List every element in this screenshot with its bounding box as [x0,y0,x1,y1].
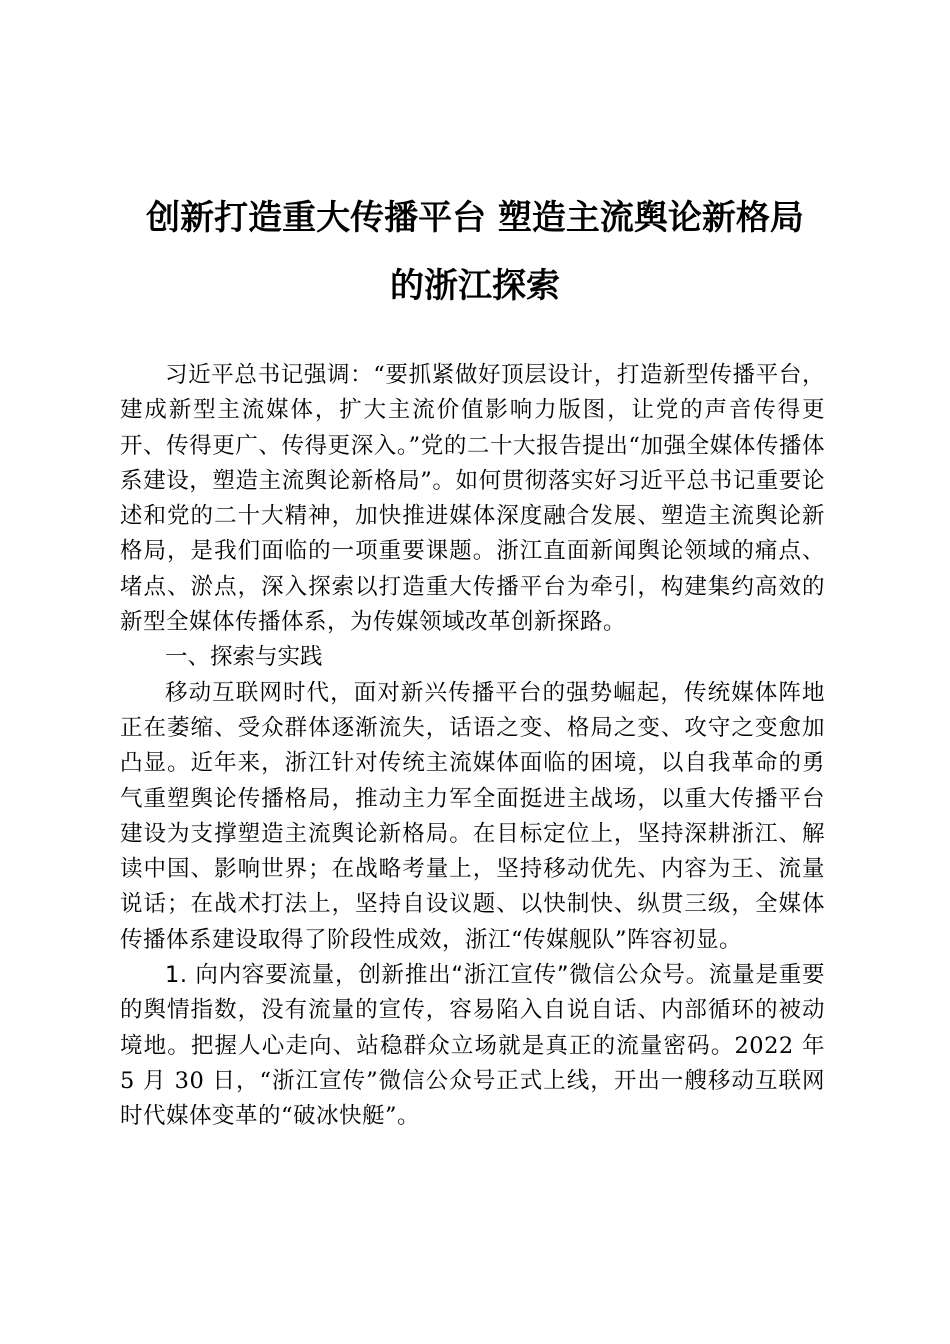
paragraph-point-1 [120,958,825,1134]
document-body [120,358,825,1135]
document-title-line-1: 创新打造重大传播平台 塑造主流舆论新格局 [146,198,804,238]
document-title-line-2: 的浙江探索 [390,266,560,306]
point-1-body: 流量是重要的舆情指数，没有流量的宣传，容易陷入自说自话、内部循环的被动境地。把握人心走向、站稳群众立场就是真正的流量密码。2022 年 5 月 30 日，“浙江宣传”微信公众号正式上线，开出一艘移动互联网时代媒体变革的“破冰快艇”。 [120,962,825,1130]
paragraph-intro: 习近平总书记强调：“要抓紧做好顶层设计，打造新型传播平台，建成新型主流媒体，扩大主流价值影响力版图，让党的声音传得更开、传得更广、传得更深入。”党的二十大报告提出“加强全媒体传播体系建设，塑造主流舆论新格局”。如何贯彻落实好习近平总书记重要论述和党的二十大精神，加快推进媒体深度融合发展、塑造主流舆论新格局，是我们面临的一项重要课题。浙江直面新闻舆论领域的痛点、堵点、淤点，深入探索以打造重大传播平台为牵引，构建集约高效的新型全媒体传播体系，为传媒领域改革创新探路。 [120,362,825,636]
section-heading-1: 一、探索与实践 [165,644,323,671]
point-1-lead: 1. 向内容要流量，创新推出“浙江宣传”微信公众号。 [165,962,709,989]
paragraph-exploration: 移动互联网时代，面对新兴传播平台的强势崛起，传统媒体阵地正在萎缩、受众群体逐渐流失，话语之变、格局之变、攻守之变愈加凸显。近年来，浙江针对传统主流媒体面临的困境，以自我革命的勇气重塑舆论传播格局，推动主力军全面挺进主战场，以重大传播平台建设为支撑塑造主流舆论新格局。在目标定位上，坚持深耕浙江、解读中国、影响世界；在战略考量上，坚持移动优先、内容为王、流量说话；在战术打法上，坚持自设议题、以快制快、纵贯三级，全媒体传播体系建设取得了阶段性成效，浙江“传媒舰队”阵容初显。 [120,679,825,953]
